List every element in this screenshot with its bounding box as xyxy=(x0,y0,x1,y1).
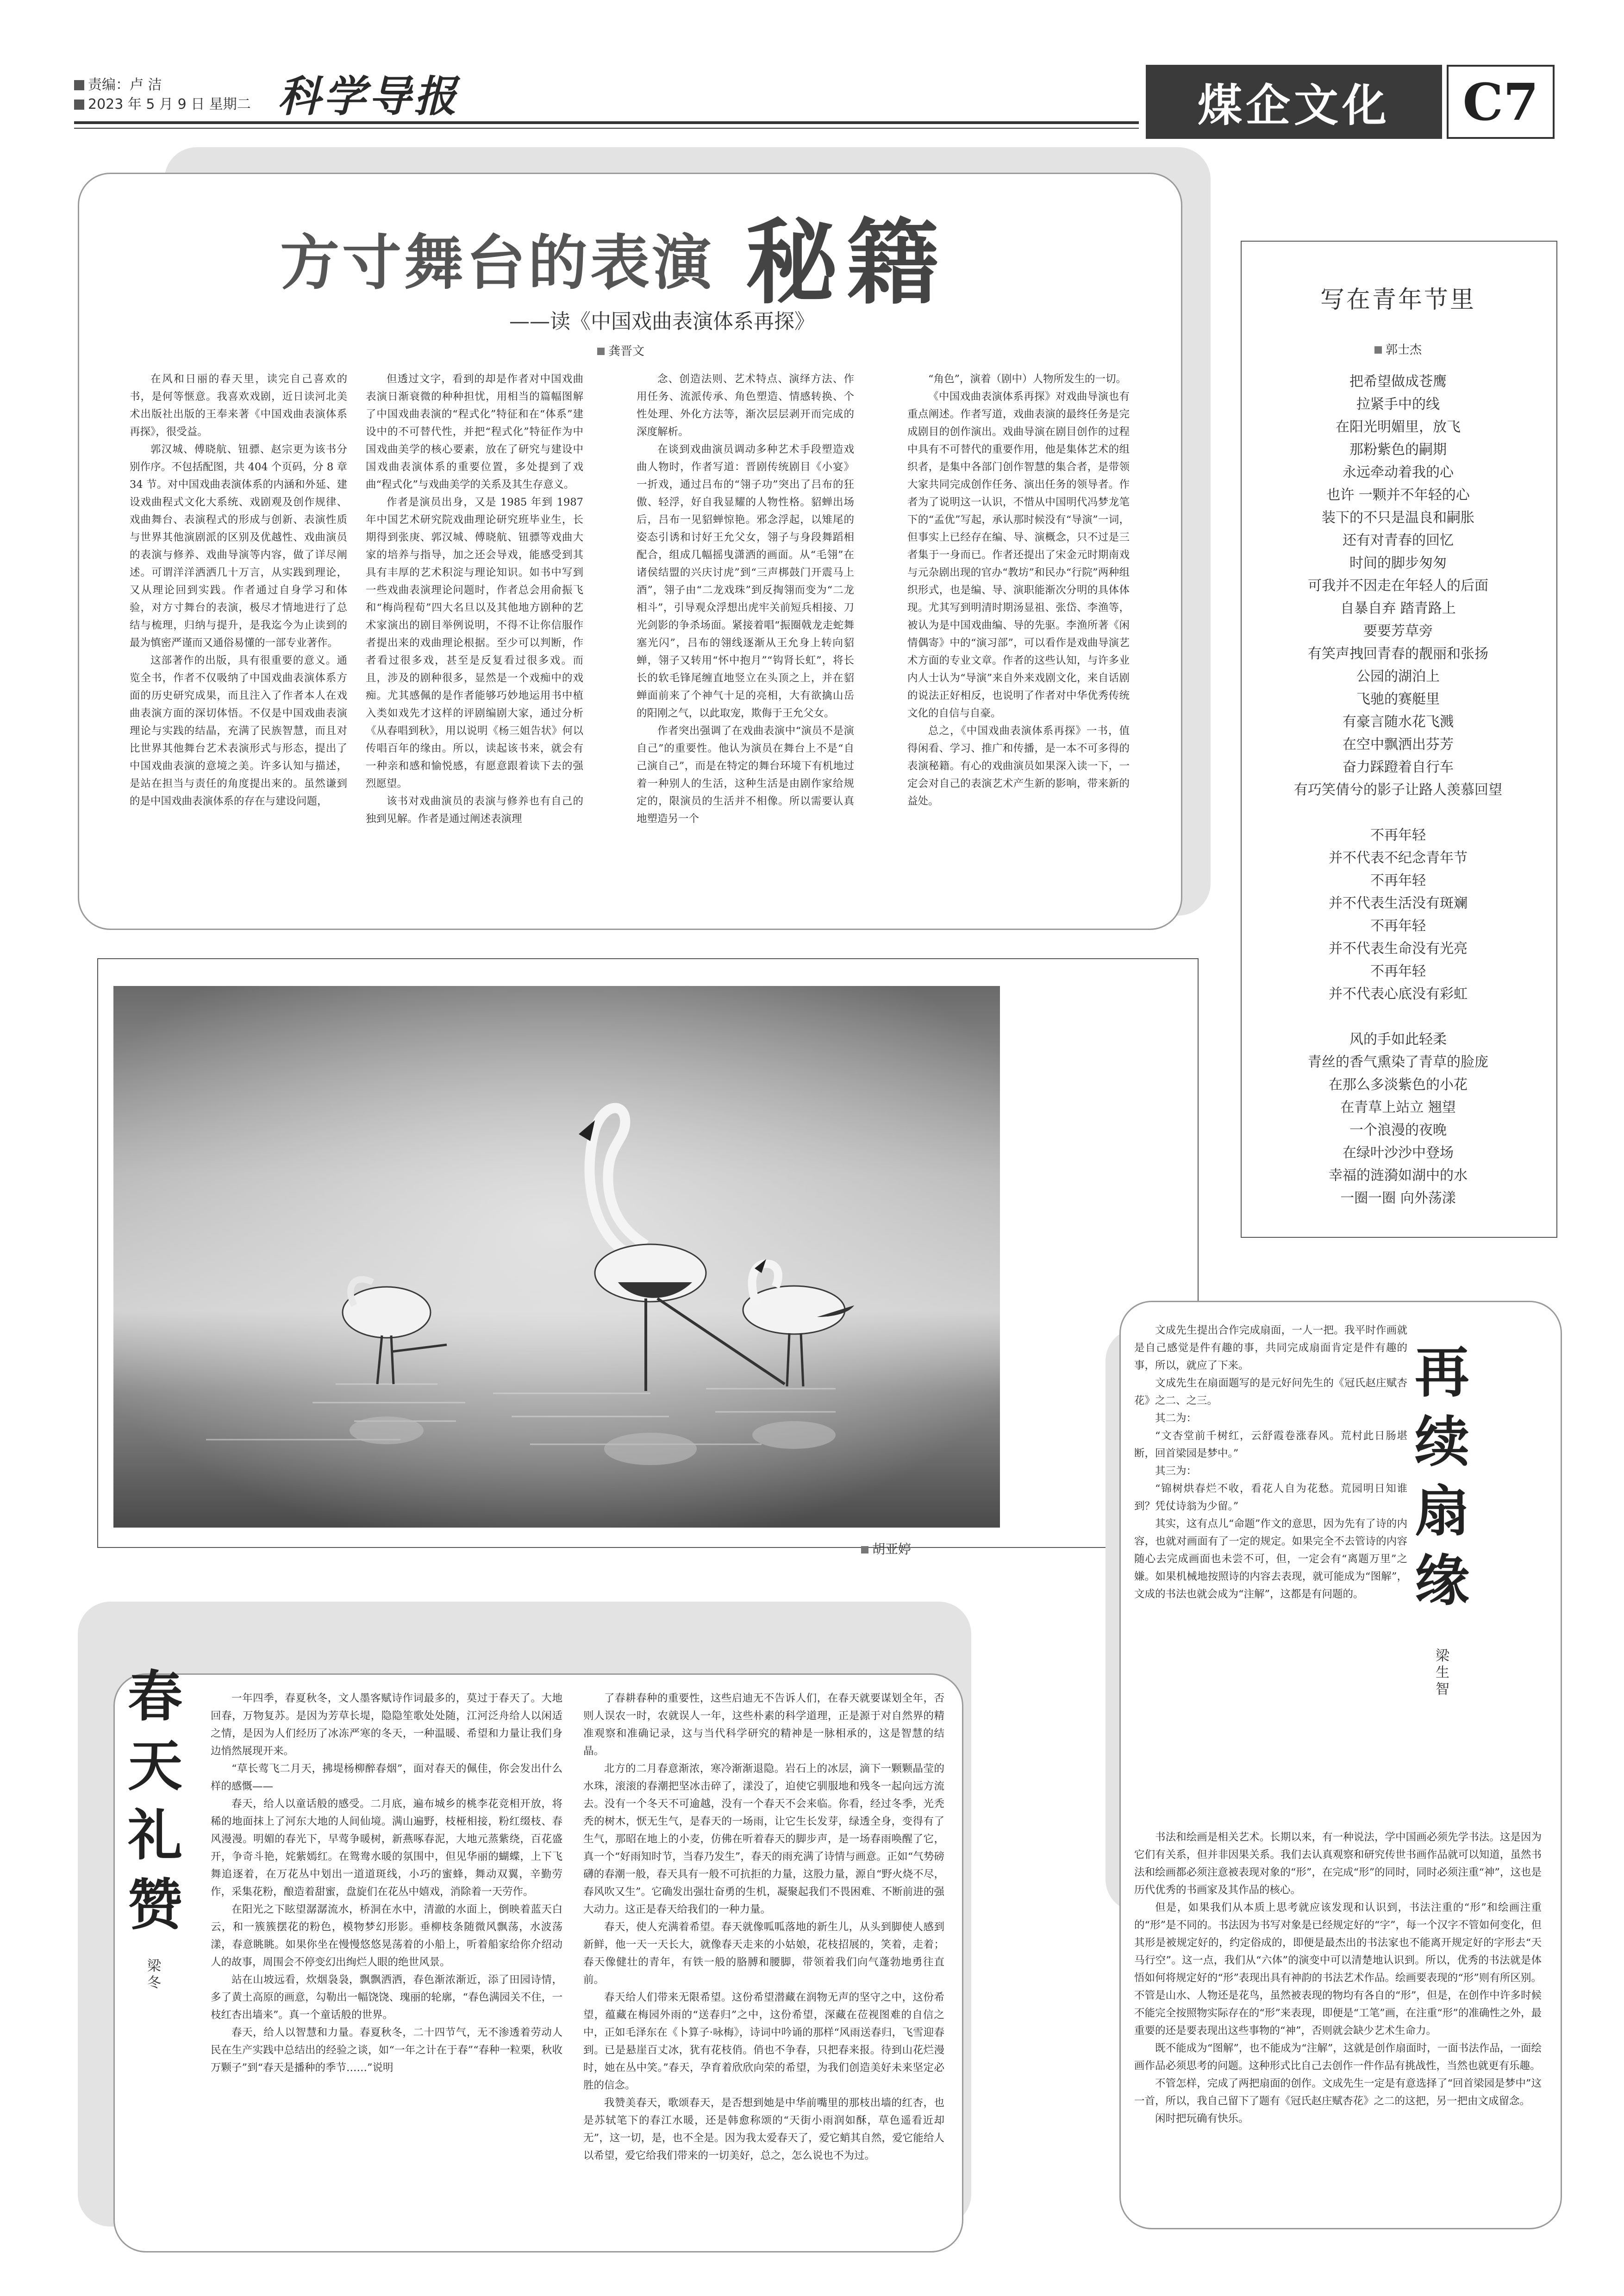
poem-line: 不再年轻 xyxy=(1370,827,1426,843)
page-number: C7 xyxy=(1447,65,1555,139)
poem-line: 永远牵动着我的心 xyxy=(1343,464,1454,480)
title-char: 天 xyxy=(127,1734,182,1798)
paragraph: 其实，这有点儿“命题”作文的意思，因为先有了诗的内容，也就对画面有了一定的规定。如果完全不去管诗的内容随心去完成画面也未尝不可，但，一定会有“离题万里”之嫌。如果机械地按照诗的内容去表现，就可能成为“图解”，文成的书法也就会成为“注解”，这都是有问题的。 xyxy=(1134,1518,1407,1600)
paragraph: 既不能成为“图解”，也不能成为“注解”，这就是创作扇面时，一面书法作品，一面绘画作品必须思考的问题。这种形式比自己去创作一件作品有挑战性，当然也就更有乐趣。 xyxy=(1134,2042,1542,2072)
paragraph: 春天，给人以智慧和力量。春夏秋冬，二十四节气，无不渗透着劳动人民在生产实践中总结出的经验之谈，如“一年之计在于春”“春种一粒栗，秋收万颗子”到“春天是播种的季节……”说明 xyxy=(211,2027,562,2074)
poem-line: 自暴自弃 踏青路上 xyxy=(1340,600,1456,617)
article3-byline xyxy=(1434,1648,1451,1698)
article2-title xyxy=(125,1662,185,1940)
poem-line: 公园的湖泊上 xyxy=(1356,668,1440,685)
poem-line: 青丝的香气熏染了青草的脸庞 xyxy=(1308,1054,1488,1070)
paragraph: 其二为： xyxy=(1155,1412,1197,1424)
poem-title: 写在青年节里 xyxy=(1320,286,1476,314)
title-char: 再 xyxy=(1414,1340,1469,1404)
article3-title xyxy=(1412,1338,1472,1616)
paragraph: 在风和日丽的春天里，读完自己喜欢的书，是何等惬意。我喜欢戏剧，近日读河北美术出版社出版的王奉来著《中国戏曲表演体系再探》，很受益。 xyxy=(130,373,347,438)
poem-line: 不再年轻 xyxy=(1370,963,1426,980)
paragraph: 书法和绘画是相关艺术。长期以来，有一种说法，学中国画必须先学书法。这是因为它们有关系，但并非因果关系。我们去认真观察和研究传世书画作品就可以知道，虽然书法和绘画都必须注意被表现对象的“形”，在完成“形”的同时，同时必须注重“神”，这也是历代优秀的书画家及其作品的核心。 xyxy=(1134,1831,1542,1896)
paragraph: 《中国戏曲表演体系再探》对戏曲导演也有重点阐述。作者写道，戏曲表演的最终任务是完成剧目的创作演出。戏曲导演在剧目创作的过程中具有不可替代的重要作用，他是集体艺术的组织者，是集中各部门创作智慧的集合者，是带领大家共同完成创作任务、演出任务的领导者。作者为了说明这一认识，不惜从中国明代冯梦龙笔下的“孟优”写起，承认那时候没有“导演”一词，但事实上已经存在编、导、演概念，只不过是三者集于一身而已。作者还提出了宋金元时期南戏与元杂剧出现的官办“教坊”和民办“行院”两种组织形式，也是编、导、演职能渐次分明的具体体现。尤其写到明清时期汤显祖、张岱、李渔等，被认为是中国戏曲编、导的先驱。李渔所著《闲情偶寄》中的“演习部”，可以看作是戏曲导演艺术方面的专业文章。作者的这些认知，与许多业内人士认为“导演”来自外来戏剧文化，来自话剧的说法正好相反，也说明了作者对中华优秀传统文化的自信与自豪。 xyxy=(907,391,1130,719)
poem-body xyxy=(1245,370,1551,1210)
byline-char: 冬 xyxy=(147,1975,161,1991)
paragraph: 郭汉城、傅晓航、钮骠、赵宗更为该书分别作序。不包括配图，共 404 个页码，分 8 章 34 节。对中国戏曲表演体系的内涵和外延、建设戏曲程式文化大系统、戏剧观及创作规律、戏曲舞台、表演程式的形成与创新、表演性质与世界其他演剧派的区别及优越性、戏曲演员的表演与修养、戏曲导演等内容，做了详尽阐述。可谓洋洋洒洒几十万言，从实践到理论，又从理论回到实践。作者通过自身学习和体验，对方寸舞台的表演，极尽才情地进行了总结与梳理，归纳与提升，是我迄今为止读到的最为慎密严谨而又通俗易懂的一部专业著作。 xyxy=(130,443,347,649)
paragraph: 了春耕春种的重要性，这些启迪无不告诉人们，在春天就要谋划全年，否则人误农一时，农就误人一年，这些朴素的科学道理，正是源于对自然界的精准观察和准确记录，这与当代科学研究的精神是一脉相承的，这是智慧的结晶。 xyxy=(583,1692,944,1757)
paragraph: “角色”，演着（剧中）人物所发生的一切。 xyxy=(928,373,1127,385)
poem-line: 并不代表生命没有光亮 xyxy=(1329,941,1468,957)
header-rule-thin xyxy=(74,128,1139,129)
poem-line: 并不代表心底没有彩虹 xyxy=(1329,986,1468,1002)
paragraph: 不管怎样，完成了两把扇面的创作。文成先生一定是有意选择了“回首梁园是梦中”这一首，所以，我自己留下了题有《冠氏赵庄赋杏花》之二的这把，另一把由文成留念。 xyxy=(1134,2078,1542,2107)
paragraph: 其三为： xyxy=(1155,1465,1197,1477)
section-title: 煤企文化 xyxy=(1146,65,1442,139)
poem-line: 拉紧手中的线 xyxy=(1356,396,1440,412)
article2-column-1 xyxy=(211,1690,562,2077)
poem-line: 并不代表生活没有斑斓 xyxy=(1329,895,1468,911)
article3-column-bottom xyxy=(1134,1828,1542,2128)
paragraph: 文成先生提出合作完成扇面，一人一把。我平时作画就是自己感觉是件有趣的事，共同完成扇面肯定是件有趣的事，所以，就应了下来。 xyxy=(1134,1324,1407,1372)
article2-byline xyxy=(146,1958,162,1991)
title-char: 礼 xyxy=(127,1803,182,1867)
flamingo-photo xyxy=(113,986,1000,1528)
byline-char: 梁 xyxy=(1436,1648,1449,1664)
article3-column-top xyxy=(1134,1322,1407,1603)
poem-line: 有笑声拽回青春的靓丽和张扬 xyxy=(1308,646,1488,662)
stanza-break xyxy=(1245,1005,1551,1028)
paragraph: 站在山坡远看，炊烟袅袅，飘飘洒洒，春色渐浓渐近，添了田园诗情，多了黄土高原的画意，勾勒出一幅饶饶、瑰丽的轮廓，“春色满园关不住，一枝红杏出墙来”。真一个童话般的世界。 xyxy=(211,1974,562,2021)
title-char: 续 xyxy=(1414,1410,1469,1474)
date-label: 2023 年 5 月 9 日 星期二 xyxy=(74,93,251,113)
article1-column-1 xyxy=(130,370,347,810)
title-char: 赞 xyxy=(127,1872,182,1937)
poem-byline: 郭士杰 xyxy=(1241,340,1555,357)
paragraph: 文成先生在扇面题写的是元好问先生的《冠氏赵庄赋杏花》之二、之三。 xyxy=(1134,1377,1407,1407)
paragraph: 一年四季，春夏秋冬，文人墨客赋诗作词最多的，莫过于春天了。大地回春，万物复苏。是因为芳草长堤，隐隐笙歌处处随，江河泛舟给人以闲适之情，是因为人们经历了冰冻严寒的冬天，一种温暖、希望和力量让我们身边悄然展现开来。 xyxy=(211,1692,562,1757)
article1-byline: 龚晋文 xyxy=(597,342,644,359)
poem-line: 在阳光明媚里，放飞 xyxy=(1336,419,1461,435)
paragraph: 但透过文字，看到的却是作者对中国戏曲表演日渐衰微的种种担忧，用相当的篇幅图解了中国戏曲表演的“程式化”特征和在“体系”建设中的不可替代性，并把“程式化”特征作为中国戏曲美学的核心要素，放在了研究与建设中国戏曲表演体系的重要位置，多处提到了戏曲“程式化”与戏曲美学的关系及其生存意义。 xyxy=(366,373,583,491)
paragraph: 春天，给人以童话般的感受。二月底，遍布城乡的桃李花竞相开放，将稀的地面抹上了河东大地的人间仙境。满山遍野，枝桠相接，粉红缀枝、春风漫漫。明媚的春光下，早莺争暖树，新燕啄春泥，大地元蒸紫绕，百花盛开，争奇斗艳，姹紫嫣红。在鸳鸯水暖的氛围中，但见华丽的蝴蝶，上下飞舞追逐着，在万花丛中划出一道道斑线，小巧的蜜蜂，舞动双翼，辛勤劳作，采集花粉，酿造着甜蜜，盘旋们在花丛中嬉戏，消除着一天劳作。 xyxy=(211,1798,562,1898)
paragraph: “锦树烘春烂不收，看花人自为花愁。荒园明日知谁到？凭仗诗翁为少留。” xyxy=(1134,1483,1407,1512)
article1-title-emphasis: 秘籍 xyxy=(745,208,948,317)
paragraph: 春天给人们带来无限希望。这份希望潜藏在润物无声的坚守之中，这份希望，蕴藏在梅园外雨的“送春归”之中，这份希望，深藏在莅视图难的自信之中，正如毛泽东在《卜算子·咏梅》，诗词中吟诵的那样“风雨送春归，飞雪迎春到。已是悬崖百丈冰，犹有花枝俏。俏也不争春，只把春来报。待到山花烂漫时，她在丛中笑。”春天，孕育着欣欣向荣的希望，为我们创造美好未来坚定必胜的信念。 xyxy=(583,1991,944,2091)
paragraph: 作者是演员出身，又是 1985 年到 1987 年中国艺术研究院戏曲理论研究班毕业生，长期得到张庚、郭汉城、傅晓航、钮骠等戏曲大家的培养与指导，加之还会导戏，能感受到其具有丰厚的艺术积淀与理论知识。如书中写到一些戏曲表演理论问题时，作者总会用俞振飞和“梅尚程荀”四大名旦以及其他地方剧种的艺术家演出的剧目举例说明，不得不让你信服作者提出来的戏曲理论根据。至少可以判断，作者看过很多戏，甚至是反复看过很多戏。而且，涉及的剧种很多，显然是一个戏痴中的戏痴。尤其感佩的是作者能够巧妙地运用书中植入类如戏先才这样的评剧编剧大家，通过分析《从春唱到秋》，用以说明《杨三姐告状》何以传唱百年的缘由。所以，读起该书来，就会有一种亲和感和愉悦感，有愿意跟着读下去的强烈愿望。 xyxy=(366,496,583,790)
byline-char: 生 xyxy=(1436,1665,1449,1681)
poem-line: 有豪言随水花飞溅 xyxy=(1343,714,1454,730)
photo-credit: 胡亚婷 xyxy=(861,1539,911,1558)
paragraph: 念、创造法则、艺术特点、演绎方法、作用任务、流派传承、角色塑造、情感转换、个性处理、外化方法等，渐次层层剥开而完成的深度解析。 xyxy=(637,373,854,438)
paragraph: 北方的二月春意渐浓，寒冷渐渐退隐。岩石上的冰层，滴下一颗颗晶莹的水珠，滚滚的春潮把坚冰击碎了，漾没了，迫使它驯服地和残冬一起向远方流去。没有一个冬天不可逾越，没有一个春天不会来临。你看，经过冬季，光秃秃的树木，恹无生气，是春天的一场雨，让它生长发芽，绿透全身，变得有了生气，那昭在地上的小麦，仿佛在听着春天的脚步声，是一场春雨唤醒了它，真一个“好雨知时节，当春乃发生”，春天的雨充满了诗情与画意。正如“气势磅礴的春潮一般，春天具有一般不可抗拒的力量，这股力量，源自“野火烧不尽，春风吹又生”。它确发出强壮奋勇的生机，凝聚起我们不畏困难、不断前进的强大动力。这正是春天给我们的一种力量。 xyxy=(583,1763,944,1915)
masthead: 科学导报 xyxy=(278,71,460,121)
paragraph: 我赞美春天，歌颂春天，是否想到她是中华前嘴里的那枝出墙的红杏，也是苏轼笔下的春江水暖，还是韩愈称颂的“天街小雨润如酥，草色遥看近却无”，这一切，是，也不全是。因为我太爱春天了，爱它蛸其自然，爱它能给人以希望，爱它给我们带来的一切美好，总之，怎么说也不为过。 xyxy=(583,2097,944,2162)
poem-line: 装下的不只是温良和嗣胀 xyxy=(1322,510,1474,526)
poem-line: 把希望做成苍鹰 xyxy=(1349,374,1447,390)
title-char: 扇 xyxy=(1414,1479,1469,1543)
poem-line: 时间的脚步匆匆 xyxy=(1349,555,1447,571)
poem-line: 一个浪漫的夜晚 xyxy=(1349,1122,1447,1138)
poem-line: 在那么多淡紫色的小花 xyxy=(1329,1077,1468,1093)
poem-line: 幸福的涟漪如湖中的水 xyxy=(1329,1167,1468,1184)
byline-char: 智 xyxy=(1436,1681,1449,1697)
editor-label: 责编：卢 洁 xyxy=(74,73,162,94)
poem-line: 有巧笑倩兮的影子让路人羡慕回望 xyxy=(1294,782,1502,798)
poem-line: 那粉紫色的嗣期 xyxy=(1349,442,1447,458)
poem-line: 也许 一颗并不年轻的心 xyxy=(1326,487,1470,503)
flamingo-image xyxy=(113,986,1000,1528)
poem-line: 在绿叶沙沙中登场 xyxy=(1343,1145,1454,1161)
paragraph: 总之，《中国戏曲表演体系再探》一书，值得闲看、学习、推广和传播，是一本不可多得的表演秘籍。有心的戏曲演员如果深入读一下，一定会对自己的表演艺术产生新的影响，带来新的益处。 xyxy=(907,725,1130,807)
poem-line: 不再年轻 xyxy=(1370,873,1426,889)
paragraph: 闲时把玩确有快乐。 xyxy=(1155,2113,1249,2125)
poem-line: 不再年轻 xyxy=(1370,918,1426,934)
poem-line: 风的手如此轻柔 xyxy=(1349,1031,1447,1048)
article2-column-2 xyxy=(583,1690,944,2165)
article1-subtitle: ——读《中国戏曲表演体系再探》 xyxy=(509,310,815,333)
paragraph: 在阳光之下眩望潺潺流水，桥洞在水中，清澈的水面上，倒映着蓝天白云，和一簇簇摆花的粉色，模物梦幻形影。垂柳枝条随微风飘荡，水波荡漾，春意眺眺。如果你坐在慢慢悠悠晃荡着的小船上，听着船家给你介绍动人的故事，周围会不停变幻出绚烂人眼的绝世风景。 xyxy=(211,1903,562,1968)
paragraph: 作者突出强调了在戏曲表演中“演员不是演自己”的重要性。他认为演员在舞台上不是“自己演自己”，而是在特定的舞台环境下有机地过着一种别人的生活，这种生活是由剧作家给规定的，限演员的生活并不相像。所以需要认真地塑造另一个 xyxy=(637,725,854,825)
article1-title: 方寸舞台的表演 xyxy=(280,229,715,298)
poem-line: 还有对青春的回忆 xyxy=(1343,532,1454,549)
poem-line: 奋力踩蹬着自行车 xyxy=(1343,759,1454,775)
article1-column-2 xyxy=(366,370,583,828)
paragraph: “草长莺飞二月天，拂堤杨柳醉春烟”，面对春天的佩佳，你会发出什么样的感慨—— xyxy=(211,1763,562,1792)
poem-line: 在青草上站立 翘望 xyxy=(1340,1099,1456,1116)
title-char: 缘 xyxy=(1414,1548,1469,1613)
article1-column-3 xyxy=(637,370,854,828)
title-char: 春 xyxy=(127,1664,182,1728)
poem-line: 飞驰的赛艇里 xyxy=(1356,691,1440,707)
paragraph: 这部著作的出版，具有很重要的意义。通览全书，作者不仅吸纳了中国戏曲表演体系方面的历史研究成果，而且注入了作者本人在戏曲表演方面的深切体悟。不仅是中国戏曲表演理论与实践的结晶，充满了民族智慧，而且对比世界其他舞台艺术表演形式与形态，提出了中国戏曲表演的意境之美。许多认知与描述，是站在担当与责任的角度提出来的。虽然谦到的是中国戏曲表演体系的存在与建设问题， xyxy=(130,655,347,807)
paragraph: 在谈到戏曲演员调动多种艺术手段塑造戏曲人物时，作者写道：晋剧传统剧目《小宴》一折戏，通过吕布的“翎子功”突出了吕布的狂傲、轻浮，好自我显耀的人物性格。貂蝉出场后，吕布一见貂蝉惊艳。邪念浮起，以雉尾的姿态引诱和讨好王允父女，翎子与身段舞蹈相配合，组成几幅摇曳潇洒的画面。从“毛翎”在诸侯结盟的兴庆讨虎”到“三声梆鼓门开震马上酒”，翎子由“二龙戏珠”到反掏翎而变为“二龙相斗”，引导观众浮想出虎牢关前短兵相接、刀光剑影的争杀场面。紧接着唱“振圈戟龙走蛇舞塞光闪”，吕布的翎线逐渐从王允身上转向貂蝉，翎子又转用“怀中抱月”“钩肾长虹”，将长长的软毛锋尾缠直地竖立在头顶之上，并在貂蝉面前来了个神气十足的亮相，大有欲擒山岳的阳刚之气，以此取宠，欺侮于王允父女。 xyxy=(637,443,854,719)
poem-line: 在空中飘洒出芬芳 xyxy=(1343,736,1454,753)
paragraph: 春天，使人充满着希望。春天就像呱呱落地的新生儿，从头到脚使人感到新鲜，他一天一天长大，就像春天走来的小姑娘，花枝招展的，笑着，走着；春天像健壮的青年，有铁一般的胳膊和腰脚，带领着我们向气蓬勃地勇往直前。 xyxy=(583,1921,944,1986)
poem-line: 可我并不因走在年轻人的后面 xyxy=(1308,578,1488,594)
paragraph: “文杏堂前千树红，云舒霞卷涨春风。荒村此日肠堪断，回首梁园是梦中。” xyxy=(1134,1430,1407,1460)
poem-line: 要要芳草旁 xyxy=(1363,623,1433,639)
paragraph: 该书对戏曲演员的表演与修养也有自己的独到见解。作者是通过阐述表演理 xyxy=(366,795,583,825)
byline-char: 梁 xyxy=(147,1958,161,1974)
paragraph: 但是，如果我们从本质上思考就应该发现和认识到，书法注重的“形”和绘画注重的“形”是不同的。书法因为书写对象是已经规定好的“字”，每一个汉字不管如何变化，但其形是被规定好的，约定俗成的，即便是最杰出的书法家也不能离开规定好的字形去“天马行空”。这一点，我们从“六体”的演变中可以清楚地认识到。所以，优秀的书法就是体悟如何将规定好的“形”表现出具有神韵的书法艺术作品。绘画要表现的“形”则有所区别。不管是山水、人物还是花鸟，虽然被表现的物均有各自的“形”，但是，在创作中许多时候不能完全按照物实际存在的“形”来表现，即便是“工笔”画，在注重“形”的准确性之外，最重要的还是要表现出这些事物的“神”，否则就会缺少艺术生命力。 xyxy=(1134,1902,1542,2037)
poem-line: 并不代表不纪念青年节 xyxy=(1329,850,1468,866)
header-rule xyxy=(74,121,1139,124)
poem-line: 一圈一圈 向外荡漾 xyxy=(1340,1190,1456,1206)
article1-column-4 xyxy=(907,370,1130,810)
stanza-break xyxy=(1245,801,1551,824)
